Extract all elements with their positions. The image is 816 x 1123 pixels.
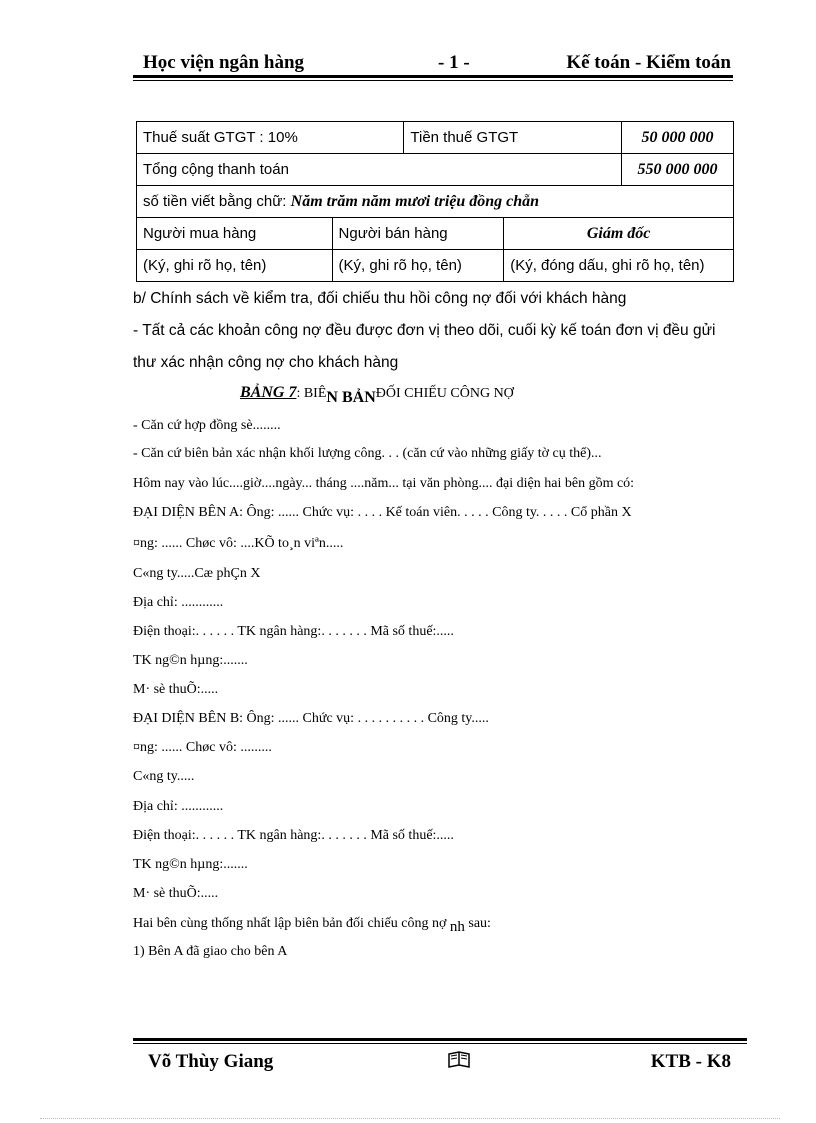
seller-label: Người bán hàng xyxy=(332,218,504,250)
author-name: Võ Thùy Giang xyxy=(148,1051,274,1072)
footer-rule-thin xyxy=(133,1043,747,1044)
footer-rule-thick xyxy=(133,1038,747,1041)
form-line: - Căn cứ biên bản xác nhận khối lượng công. . . (căn cứ vào những giấy tờ cụ thể)... xyxy=(133,446,602,461)
total-label: Tổng cộng thanh toán xyxy=(137,154,622,186)
agreement-text: Hai bên cùng thống nhất lập biên bản đối chiếu công nợ xyxy=(133,916,447,931)
header-subject: Kế toán - Kiểm toán xyxy=(566,52,731,73)
book-icon xyxy=(448,1051,470,1075)
page-number: - 1 - xyxy=(438,52,470,73)
seller-sign-note: (Ký, ghi rõ họ, tên) xyxy=(332,250,504,282)
form-line: TK ng©n hµng:....... xyxy=(133,653,248,668)
form-line: M· sè thuÕ:..... xyxy=(133,886,219,901)
form-line: ¤ng: ...... Chøc vô: ....KÕ to¸n viªn..... xyxy=(133,536,344,551)
agreement-sub: nh xyxy=(449,919,465,935)
form-line xyxy=(133,915,491,935)
form-line: - Căn cứ hợp đồng sè........ xyxy=(133,418,281,433)
amount-in-words-label: số tiền viết bằng chữ: xyxy=(143,192,291,210)
policy-line-1: - Tất cả các khoản công nợ đều được đơn vị theo dõi, cuối kỳ kế toán đơn vị đều gửi xyxy=(133,322,716,339)
table-row xyxy=(137,154,734,186)
title-part-a: : BIÊ xyxy=(296,386,327,401)
table-row xyxy=(137,218,734,250)
invoice-summary-table xyxy=(136,121,734,282)
agreement-tail: sau: xyxy=(468,916,491,931)
amount-in-words-value: Năm trăm năm mươi triệu đồng chẵn xyxy=(290,192,540,210)
table-number: BẢNG 7 xyxy=(240,384,297,401)
form-line: ĐẠI DIỆN BÊN A: Ông: ...... Chức vụ: . . . . Kế toán viên. . . . . Công ty. . . . . Cổ phần X xyxy=(133,505,632,520)
vat-amount-label: Tiền thuế GTGT xyxy=(404,122,622,154)
buyer-sign-note: (Ký, ghi rõ họ, tên) xyxy=(137,250,333,282)
header-institution: Học viện ngân hàng xyxy=(143,52,305,73)
vat-amount-value: 50 000 000 xyxy=(622,122,734,154)
table-row xyxy=(137,250,734,282)
policy-line-2: thư xác nhận công nợ cho khách hàng xyxy=(133,354,399,371)
page-header xyxy=(133,50,733,78)
class-code: KTB - K8 xyxy=(650,1051,731,1072)
header-rule-thick xyxy=(133,75,733,78)
table-row xyxy=(137,122,734,154)
form-line: TK ng©n hµng:....... xyxy=(133,857,248,872)
header-rule-thin xyxy=(133,80,733,81)
total-value: 550 000 000 xyxy=(622,154,734,186)
director-sign-note: (Ký, đóng dấu, ghi rõ họ, tên) xyxy=(504,250,734,282)
table-row xyxy=(137,186,734,218)
page-footer xyxy=(133,1051,747,1077)
form-line: M· sè thuÕ:..... xyxy=(133,682,219,697)
form-line: C«ng ty.....Cæ phÇn X xyxy=(133,566,261,581)
vat-rate-cell: Thuế suất GTGT : 10% xyxy=(137,122,404,154)
form-line: Điện thoại:. . . . . . TK ngân hàng:. . . . . . . Mã số thuế:..... xyxy=(133,624,454,639)
buyer-label: Người mua hàng xyxy=(137,218,333,250)
form-line: C«ng ty..... xyxy=(133,769,195,784)
title-part-c: ĐỐI CHIẾU CÔNG NỢ xyxy=(375,386,514,401)
amount-in-words-cell xyxy=(137,186,734,218)
page-bottom-dotted-line xyxy=(40,1118,780,1119)
form-line: ĐẠI DIỆN BÊN B: Ông: ...... Chức vụ: . . . . . . . . . . Công ty..... xyxy=(133,711,489,726)
policy-heading: b/ Chính sách về kiểm tra, đối chiếu thu hồi công nợ đối với khách hàng xyxy=(133,290,627,307)
form-line: ¤ng: ...... Chøc vô: ......... xyxy=(133,740,272,755)
form-line: Địa chỉ: ............ xyxy=(133,799,224,814)
form-line: Điện thoại:. . . . . . TK ngân hàng:. . . . . . . Mã số thuế:..... xyxy=(133,828,454,843)
form-line: Địa chỉ: ............ xyxy=(133,595,224,610)
title-part-b: N BẢN xyxy=(326,389,376,406)
form-line: 1) Bên A đã giao cho bên A xyxy=(133,944,288,959)
form-line: Hôm nay vào lúc....giờ....ngày... tháng ....năm... tại văn phòng.... đại diện hai bên gồm có: xyxy=(133,476,635,491)
reconciliation-title xyxy=(240,384,514,406)
director-label: Giám đốc xyxy=(504,218,734,250)
